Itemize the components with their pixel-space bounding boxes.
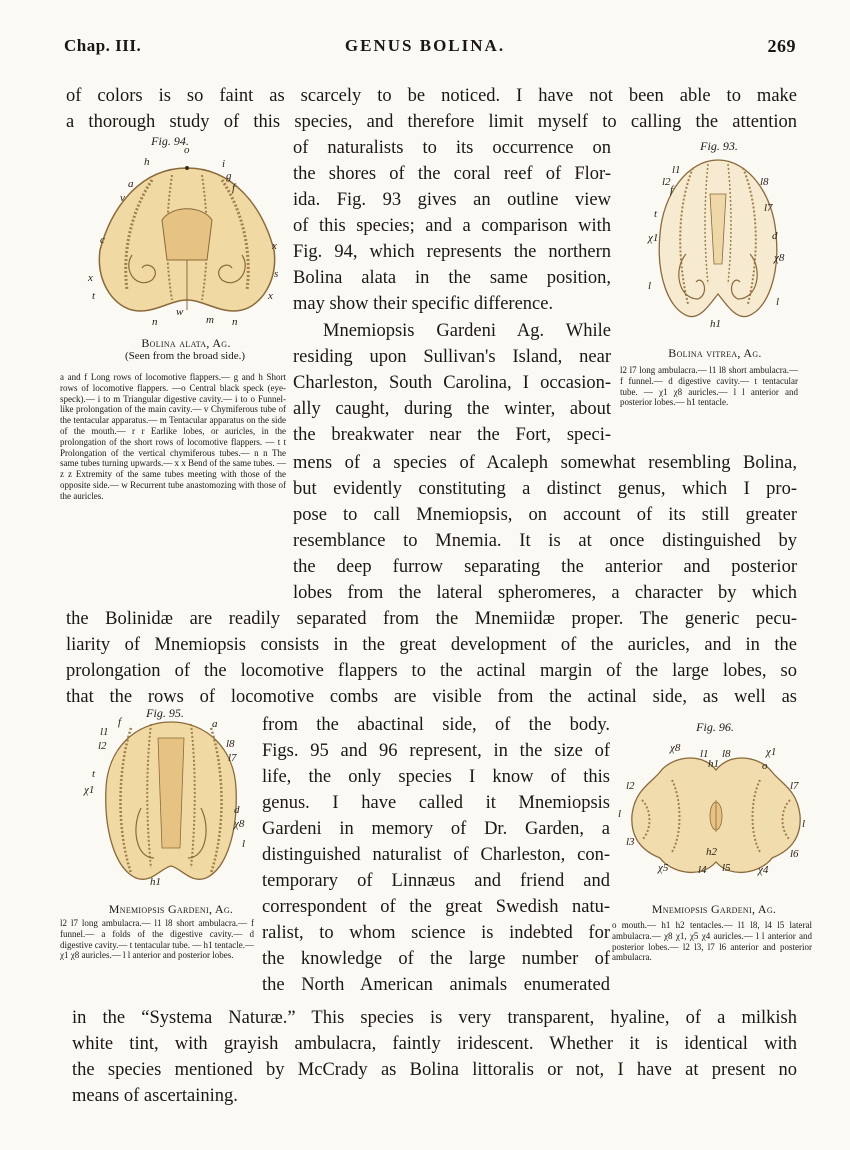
fig95-title: Mnemiopsis Gardeni, Ag. bbox=[108, 902, 234, 916]
fig94-label-t: t bbox=[92, 290, 96, 302]
body-line: resemblance to Mnemia. It is at once distinguished by bbox=[293, 531, 797, 551]
body-line: of this species; and a comparison with bbox=[293, 216, 611, 236]
fig96-label-l2: l2 bbox=[626, 780, 635, 792]
fig96-caption: o mouth.— h1 h2 tentacles.— l1 l8, l4 l5 lateral ambulacra.— χ8 χ1, χ5 χ4 auricles.— l l anterior and posterior lobes.— l2 l3, l7 l6 anterior and posterior ambulacra. bbox=[612, 920, 812, 963]
fig95-label-a: a bbox=[212, 718, 218, 730]
body-line: of naturalists to its occurrence on bbox=[293, 138, 611, 158]
fig93-label-t: t bbox=[654, 208, 658, 220]
body-line: Gardeni in memory of Dr. Garden, a bbox=[262, 819, 610, 839]
fig93-label: Fig. 93. bbox=[700, 139, 738, 153]
fig96-label-x5: χ5 bbox=[658, 862, 669, 874]
fig95-label-h1: h1 bbox=[150, 876, 161, 888]
fig96-label-x1: χ1 bbox=[766, 746, 777, 758]
body-line: from the abactinal side, of the body. bbox=[262, 715, 610, 735]
body-line: Charleston, South Carolina, I occasion- bbox=[293, 373, 611, 393]
body-line: of colors is so faint as scarcely to be noticed. I have not been able to make bbox=[66, 86, 797, 106]
body-line: Fig. 94, which represents the northern bbox=[293, 242, 611, 262]
fig94-label-g: g bbox=[226, 170, 232, 182]
fig95-label-l1: l1 bbox=[100, 726, 109, 738]
body-line: the North American animals enumerated bbox=[262, 975, 610, 995]
fig94-label-n2: n bbox=[232, 316, 238, 328]
fig94-illustration bbox=[88, 144, 282, 330]
fig94-caption: a and f Long rows of locomotive flappers.— g and h Short rows of locomotive flappers. —o Central black speck (eye-speck).— i to m Triangular digestive cavity.— i to o Funnel-like prolongation of the main cavity.— v Chymiferous tube of the tentacular apparatus.— m Tentacular apparatus on the side of the mouth.— r r Earlike lobes, or auricles, in the prolongation of the short rows of locomotive flappers. — t t Prolongation of the vertical chymiferous tubes.— n n The same tubes turning upwards.— x x Bend of the same tubes. — z z Extremity of the same tubes meeting with those of the opposite side.— w Recurrent tube anastomozing with those of the auricles. bbox=[60, 372, 286, 501]
page-number: 269 bbox=[767, 36, 796, 56]
fig94-title: Bolina alata, Ag. bbox=[141, 336, 231, 350]
fig96-label-l5: l5 bbox=[722, 862, 731, 874]
body-line: liarity of Mnemiopsis consists in the great development of the auricles, and in the bbox=[66, 635, 797, 655]
fig93-label-l-right: l bbox=[776, 296, 780, 308]
fig96-label: Fig. 96. bbox=[696, 720, 734, 734]
fig96-label-l1: l1 bbox=[700, 748, 709, 760]
fig95-label-l2: l2 bbox=[98, 740, 107, 752]
body-line: means of ascertaining. bbox=[72, 1086, 238, 1106]
fig96-label-l3: l3 bbox=[626, 836, 635, 848]
fig93-title: Bolina vitrea, Ag. bbox=[668, 346, 762, 360]
fig96-label-h1: h1 bbox=[708, 758, 719, 770]
fig94-label-w: w bbox=[176, 306, 184, 318]
fig95-label-l: l bbox=[242, 838, 246, 850]
fig96-label-l-left: l bbox=[618, 808, 622, 820]
fig94-label-x: x bbox=[272, 240, 277, 252]
body-line: residing upon Sullivan's Island, near bbox=[293, 347, 611, 367]
fig93-label-l2: l2 bbox=[662, 176, 671, 188]
body-line: distinguished naturalist of Charleston, con- bbox=[262, 845, 610, 865]
fig94-label-o: o bbox=[184, 144, 190, 156]
fig94-label-f: f bbox=[232, 182, 236, 194]
body-line: correspondent of the great Swedish natu- bbox=[262, 897, 610, 917]
fig94-label: Fig. 94. bbox=[151, 134, 189, 148]
fig93-label-d: d bbox=[772, 230, 778, 242]
fig95-label-t: t bbox=[92, 768, 96, 780]
fig96-label-l8: l8 bbox=[722, 748, 731, 760]
chapter-label: Chap. III. bbox=[64, 36, 142, 55]
body-line: the shores of the coral reef of Flor- bbox=[293, 164, 611, 184]
fig96-illustration bbox=[618, 740, 810, 890]
body-line: temporary of Linnæus and friend and bbox=[262, 871, 610, 891]
fig96-title: Mnemiopsis Gardeni, Ag. bbox=[651, 902, 777, 916]
fig94-subtitle: (Seen from the broad side.) bbox=[124, 350, 246, 362]
body-line: lobes from the lateral spheromeres, a character by which bbox=[293, 583, 797, 603]
body-line: in the “Systema Naturæ.” This species is very transparent, hyaline, of a milkish bbox=[72, 1008, 797, 1028]
body-line: prolongation of the locomotive flappers to the actinal margin of the large lobes, so bbox=[66, 661, 797, 681]
body-line: Bolina alata in the same position, bbox=[293, 268, 611, 288]
body-line: life, the only species I know of this bbox=[262, 767, 610, 787]
fig94-label-i: i bbox=[222, 158, 226, 170]
fig94-label-x2: x bbox=[88, 272, 93, 284]
body-line: pose to call Mnemiopsis, on account of its still greater bbox=[293, 505, 797, 525]
fig94-label-v: v bbox=[120, 192, 125, 204]
fig94-label-c: c bbox=[100, 234, 105, 246]
fig95-label-d: d bbox=[234, 804, 240, 816]
fig94-label-s: s bbox=[274, 268, 279, 280]
fig93-label-f: f bbox=[670, 184, 674, 196]
running-title: GENUS BOLINA. bbox=[344, 36, 506, 55]
fig95-illustration bbox=[84, 716, 246, 890]
body-line: ralist, to whom science is indebted for bbox=[262, 923, 610, 943]
fig96-label-l-right: l bbox=[802, 818, 806, 830]
fig96-label-l6: l6 bbox=[790, 848, 799, 860]
body-line: may show their specific difference. bbox=[293, 294, 554, 314]
fig95-label-l8: l8 bbox=[226, 738, 235, 750]
body-line: the breakwater near the Fort, speci- bbox=[293, 425, 611, 445]
fig95-label-f: f bbox=[118, 716, 122, 728]
body-line: the knowledge of the large number of bbox=[262, 949, 610, 969]
fig93-label-l: l bbox=[648, 280, 652, 292]
fig96-label-l7: l7 bbox=[790, 780, 799, 792]
body-line: ida. Fig. 93 gives an outline view bbox=[293, 190, 611, 210]
fig93-illustration bbox=[648, 154, 788, 334]
fig95-caption: l2 l7 long ambulacra.— l1 l8 short ambulacra.— f funnel.— a folds of the digestive cavity.— d digestive cavity.— t tentacular tube. — h1 tentacle.— χ1 χ8 auricles.— l l anterior and posterior lobes. bbox=[60, 918, 254, 961]
fig95-label-x1: χ1 bbox=[84, 784, 95, 796]
fig93-label-l7: l7 bbox=[764, 202, 773, 214]
fig93-label-x1: χ1 bbox=[648, 232, 659, 244]
fig95-label: Fig. 95. bbox=[146, 706, 184, 720]
body-line: ally caught, during the winter, about bbox=[293, 399, 611, 419]
fig94-label-n: n bbox=[152, 316, 158, 328]
fig93-caption: l2 l7 long ambulacra.— l1 l8 short ambulacra.— f funnel.— d digestive cavity.— t tentacular tube. — χ1 χ8 auricles.— l l anterior and posterior lobes.— h1 tentacle. bbox=[620, 365, 798, 408]
body-line: Figs. 95 and 96 represent, in the size of bbox=[262, 741, 610, 761]
body-line: white tint, with grayish ambulacra, faintly iridescent. Whether it is identical with bbox=[72, 1034, 797, 1054]
body-line-species-heading: Mnemiopsis Gardeni Ag. While bbox=[323, 321, 611, 341]
fig93-label-l1: l1 bbox=[672, 164, 681, 176]
body-line: that the rows of locomotive combs are visible from the actinal side, as well as bbox=[66, 687, 797, 707]
body-line: a thorough study of this species, and therefore limit myself to calling the attention bbox=[66, 112, 797, 132]
fig93-label-l8: l8 bbox=[760, 176, 769, 188]
body-line: mens of a species of Acaleph somewhat resembling Bolina, bbox=[293, 453, 797, 473]
fig96-label-l4: l4 bbox=[698, 864, 707, 876]
fig94-label-h: h bbox=[144, 156, 150, 168]
fig96-label-x8: χ8 bbox=[670, 742, 681, 754]
fig95-label-l7: l7 bbox=[228, 752, 237, 764]
fig93-label-h1: h1 bbox=[710, 318, 721, 330]
fig94-label-m: m bbox=[206, 314, 214, 326]
fig96-label-o: o bbox=[762, 760, 768, 772]
body-line: but evidently constituting a distinct genus, which I pro- bbox=[293, 479, 797, 499]
body-line: the Bolinidæ are readily separated from the Mnemiidæ proper. The generic pecu- bbox=[66, 609, 797, 629]
body-line: the deep furrow separating the anterior and posterior bbox=[293, 557, 797, 577]
fig96-label-x4: χ4 bbox=[758, 864, 769, 876]
fig96-label-h2: h2 bbox=[706, 846, 717, 858]
body-line: genus. I have called it Mnemiopsis bbox=[262, 793, 610, 813]
fig94-label-a: a bbox=[128, 178, 134, 190]
body-line: the species mentioned by McCrady as Bolina littoralis or not, I have at present no bbox=[72, 1060, 797, 1080]
fig94-label-x3: x bbox=[268, 290, 273, 302]
fig95-label-x8: χ8 bbox=[234, 818, 245, 830]
fig93-label-x8: χ8 bbox=[774, 252, 785, 264]
